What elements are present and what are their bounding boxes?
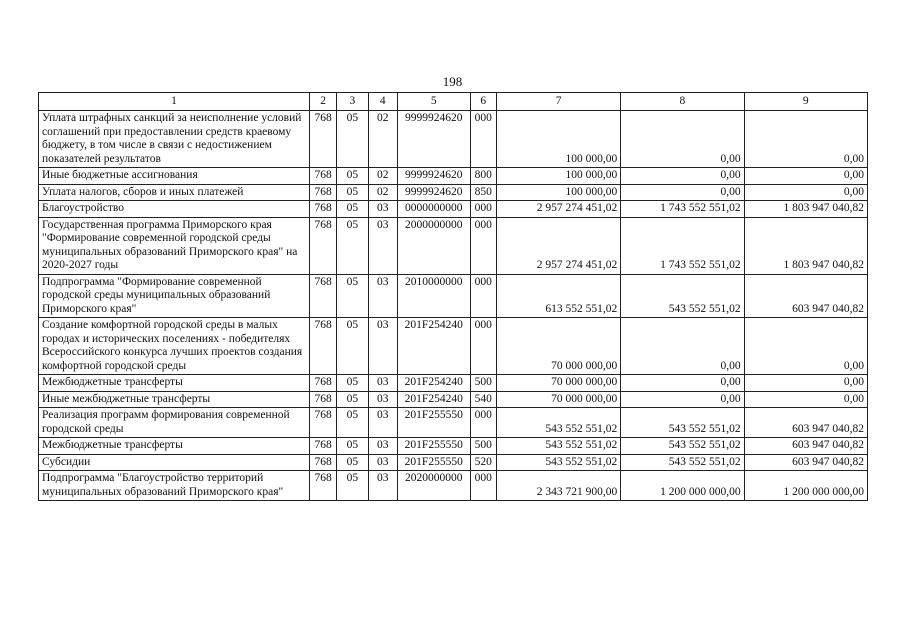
amount-col-7: 100 000,00 (496, 111, 620, 168)
amount-col-7: 70 000 000,00 (496, 318, 620, 375)
item-name: Государственная программа Приморского края "Формирование современной городской среды муниципальных образований Приморского края" на 2020-2027 годы (39, 217, 310, 274)
column-header: 4 (368, 93, 397, 111)
section-code: 05 (337, 408, 368, 438)
section-code: 05 (337, 391, 368, 408)
budget-table (38, 92, 868, 501)
amount-col-9: 0,00 (744, 318, 867, 375)
table-row (39, 168, 868, 185)
amount-col-9: 603 947 040,82 (744, 408, 867, 438)
amount-col-8: 0,00 (621, 168, 744, 185)
expense-type-code: 000 (470, 318, 496, 375)
admin-code: 768 (309, 201, 336, 218)
expense-type-code: 000 (470, 217, 496, 274)
target-article-code: 9999924620 (397, 184, 470, 201)
column-header: 9 (744, 93, 867, 111)
target-article-code: 2020000000 (397, 471, 470, 501)
section-code: 05 (337, 438, 368, 455)
section-code: 05 (337, 168, 368, 185)
item-name: Подпрограмма "Формирование современной городской среды муниципальных образований Приморского края" (39, 274, 310, 318)
target-article-code: 9999924620 (397, 168, 470, 185)
amount-col-8: 543 552 551,02 (621, 408, 744, 438)
amount-col-8: 543 552 551,02 (621, 438, 744, 455)
section-code: 05 (337, 318, 368, 375)
expense-type-code: 850 (470, 184, 496, 201)
amount-col-8: 0,00 (621, 184, 744, 201)
expense-type-code: 500 (470, 438, 496, 455)
expense-type-code: 800 (470, 168, 496, 185)
amount-col-8: 1 200 000 000,00 (621, 471, 744, 501)
admin-code: 768 (309, 318, 336, 375)
section-code: 05 (337, 454, 368, 471)
amount-col-9: 0,00 (744, 375, 867, 392)
section-code: 05 (337, 375, 368, 392)
section-code: 05 (337, 201, 368, 218)
section-code: 05 (337, 184, 368, 201)
amount-col-8: 1 743 552 551,02 (621, 217, 744, 274)
subsection-code: 02 (368, 111, 397, 168)
amount-col-9: 1 200 000 000,00 (744, 471, 867, 501)
table-row (39, 454, 868, 471)
admin-code: 768 (309, 217, 336, 274)
expense-type-code: 000 (470, 471, 496, 501)
expense-type-code: 000 (470, 408, 496, 438)
target-article-code: 201F255550 (397, 438, 470, 455)
admin-code: 768 (309, 391, 336, 408)
column-header: 5 (397, 93, 470, 111)
section-code: 05 (337, 471, 368, 501)
target-article-code: 201F255550 (397, 408, 470, 438)
section-code: 05 (337, 274, 368, 318)
admin-code: 768 (309, 184, 336, 201)
target-article-code: 2010000000 (397, 274, 470, 318)
amount-col-7: 613 552 551,02 (496, 274, 620, 318)
section-code: 05 (337, 217, 368, 274)
target-article-code: 2000000000 (397, 217, 470, 274)
amount-col-7: 543 552 551,02 (496, 408, 620, 438)
column-header: 6 (470, 93, 496, 111)
admin-code: 768 (309, 438, 336, 455)
item-name: Уплата налогов, сборов и иных платежей (39, 184, 310, 201)
amount-col-9: 1 803 947 040,82 (744, 217, 867, 274)
table-row (39, 438, 868, 455)
amount-col-7: 100 000,00 (496, 184, 620, 201)
admin-code: 768 (309, 168, 336, 185)
table-row (39, 408, 868, 438)
admin-code: 768 (309, 111, 336, 168)
expense-type-code: 000 (470, 111, 496, 168)
amount-col-9: 0,00 (744, 184, 867, 201)
column-header: 8 (621, 93, 744, 111)
subsection-code: 03 (368, 375, 397, 392)
amount-col-9: 0,00 (744, 111, 867, 168)
target-article-code: 9999924620 (397, 111, 470, 168)
subsection-code: 03 (368, 471, 397, 501)
amount-col-8: 543 552 551,02 (621, 274, 744, 318)
item-name: Реализация программ формирования современной городской среды (39, 408, 310, 438)
item-name: Межбюджетные трансферты (39, 375, 310, 392)
amount-col-7: 70 000 000,00 (496, 375, 620, 392)
subsection-code: 03 (368, 408, 397, 438)
admin-code: 768 (309, 375, 336, 392)
section-code: 05 (337, 111, 368, 168)
table-row (39, 391, 868, 408)
table-row (39, 217, 868, 274)
target-article-code: 201F254240 (397, 318, 470, 375)
table-row (39, 471, 868, 501)
expense-type-code: 000 (470, 201, 496, 218)
item-name: Подпрограмма "Благоустройство территорий муниципальных образований Приморского края" (39, 471, 310, 501)
subsection-code: 02 (368, 168, 397, 185)
column-header: 3 (337, 93, 368, 111)
page-number: 198 (442, 74, 463, 89)
column-header: 7 (496, 93, 620, 111)
item-name: Уплата штрафных санкций за неисполнение условий соглашений при предоставлении средств краевому бюджету, в том числе в связи с недостижением показателей результатов (39, 111, 310, 168)
subsection-code: 03 (368, 391, 397, 408)
subsection-code: 03 (368, 438, 397, 455)
table-body (39, 111, 868, 501)
admin-code: 768 (309, 471, 336, 501)
subsection-code: 03 (368, 454, 397, 471)
amount-col-8: 0,00 (621, 391, 744, 408)
admin-code: 768 (309, 274, 336, 318)
amount-col-9: 0,00 (744, 391, 867, 408)
amount-col-7: 2 957 274 451,02 (496, 201, 620, 218)
amount-col-7: 70 000 000,00 (496, 391, 620, 408)
target-article-code: 0000000000 (397, 201, 470, 218)
column-header: 2 (309, 93, 336, 111)
amount-col-8: 0,00 (621, 318, 744, 375)
amount-col-7: 100 000,00 (496, 168, 620, 185)
amount-col-7: 2 343 721 900,00 (496, 471, 620, 501)
expense-type-code: 540 (470, 391, 496, 408)
target-article-code: 201F254240 (397, 375, 470, 392)
expense-type-code: 500 (470, 375, 496, 392)
table-row (39, 201, 868, 218)
amount-col-7: 543 552 551,02 (496, 454, 620, 471)
amount-col-8: 0,00 (621, 111, 744, 168)
item-name: Субсидии (39, 454, 310, 471)
item-name: Иные межбюджетные трансферты (39, 391, 310, 408)
item-name: Создание комфортной городской среды в малых городах и исторических поселениях - победителях Всероссийского конкурса лучших проектов создания комфортной городской среды (39, 318, 310, 375)
amount-col-9: 603 947 040,82 (744, 438, 867, 455)
amount-col-8: 1 743 552 551,02 (621, 201, 744, 218)
table-row (39, 111, 868, 168)
amount-col-9: 1 803 947 040,82 (744, 201, 867, 218)
subsection-code: 03 (368, 201, 397, 218)
admin-code: 768 (309, 408, 336, 438)
subsection-code: 02 (368, 184, 397, 201)
item-name: Иные бюджетные ассигнования (39, 168, 310, 185)
expense-type-code: 520 (470, 454, 496, 471)
amount-col-9: 603 947 040,82 (744, 274, 867, 318)
admin-code: 768 (309, 454, 336, 471)
amount-col-8: 543 552 551,02 (621, 454, 744, 471)
column-header: 1 (39, 93, 310, 111)
table-row (39, 184, 868, 201)
expense-type-code: 000 (470, 274, 496, 318)
subsection-code: 03 (368, 274, 397, 318)
item-name: Благоустройство (39, 201, 310, 218)
amount-col-7: 2 957 274 451,02 (496, 217, 620, 274)
target-article-code: 201F255550 (397, 454, 470, 471)
amount-col-7: 543 552 551,02 (496, 438, 620, 455)
table-header-row (39, 93, 868, 111)
table-row (39, 375, 868, 392)
amount-col-8: 0,00 (621, 375, 744, 392)
item-name: Межбюджетные трансферты (39, 438, 310, 455)
table-row (39, 274, 868, 318)
subsection-code: 03 (368, 318, 397, 375)
amount-col-9: 0,00 (744, 168, 867, 185)
table-row (39, 318, 868, 375)
subsection-code: 03 (368, 217, 397, 274)
target-article-code: 201F254240 (397, 391, 470, 408)
amount-col-9: 603 947 040,82 (744, 454, 867, 471)
